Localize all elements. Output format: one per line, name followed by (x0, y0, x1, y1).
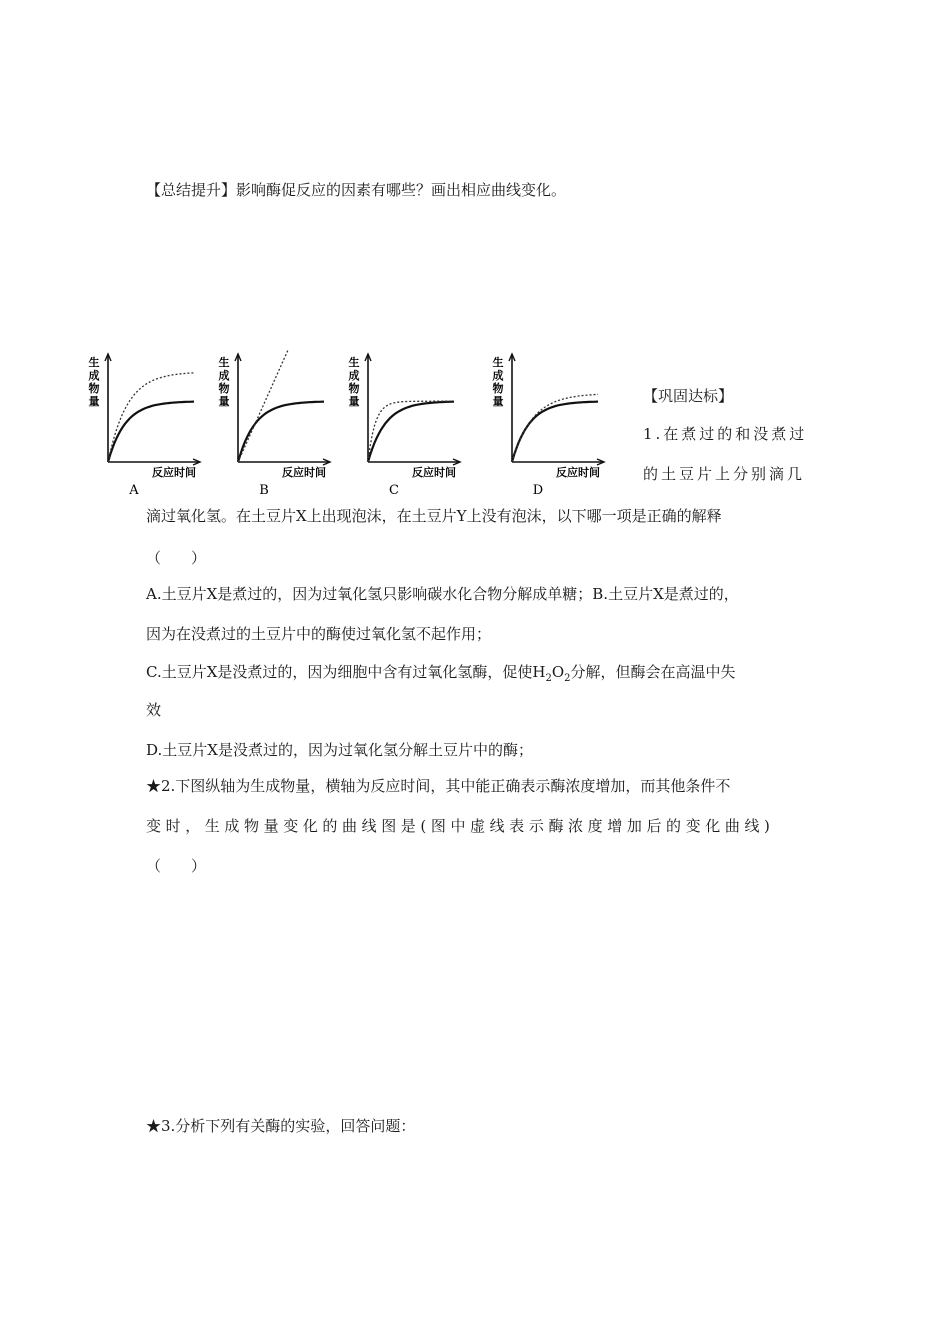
y-axis-label: 物 (492, 382, 504, 395)
q1-line-2: 的土豆片上分别滴几 (643, 465, 806, 483)
y-axis-label: 生 (218, 356, 230, 369)
y-axis-label: 生 (348, 356, 360, 369)
q1-line-1: 1.在煮过的和没煮过 (643, 425, 808, 443)
x-axis-label: 反应时间 (282, 466, 326, 479)
q2-line-2: 变时，生成物量变化的曲线图是(图中虚线表示酶浓度增加后的变化曲线) (146, 817, 775, 835)
y-axis-label: 生 (88, 356, 100, 369)
y-axis-label: 成 (88, 369, 100, 382)
y-axis-label: 量 (218, 395, 230, 408)
dashed-curve (108, 373, 194, 462)
solid-curve (512, 402, 598, 462)
consolidate-heading: 【巩固达标】 (643, 387, 734, 405)
y-axis-label: 量 (88, 395, 100, 408)
panel-label: B (259, 483, 269, 498)
q1-option-c-sub2: 2 (564, 673, 571, 684)
y-axis-label: 物 (218, 382, 230, 395)
summary-prompt (146, 180, 566, 200)
q1-option-b-cont: 因为在没煮过的土豆片中的酶使过氧化氢不起作用； (146, 625, 492, 643)
y-axis-label: 生 (492, 356, 504, 369)
q1-option-c (146, 662, 736, 689)
q2-line-1: ★2.下图纵轴为生成物量，横轴为反应时间，其中能正确表示酶浓度增加，而其他条件不 (146, 777, 731, 795)
panel-label: C (389, 483, 399, 498)
summary-text: 【总结提升】影响酶促反应的因素有哪些？画出相应曲线变化。 (146, 181, 567, 199)
q1-option-c-mid: O (551, 663, 565, 681)
x-axis-label: 反应时间 (412, 466, 456, 479)
y-axis-label: 成 (492, 369, 504, 382)
x-axis-label: 反应时间 (556, 466, 600, 479)
q1-option-c-post: 分解，但酶会在高温中失 (570, 663, 736, 681)
y-axis-label: 成 (218, 369, 230, 382)
q2-answer-paren: （ ） (146, 857, 207, 875)
q1-option-c-pre: C.土豆片X是没煮过的，因为细胞中含有过氧化氢酶，促使H (146, 663, 546, 681)
q1-answer-paren: （ ） (146, 549, 207, 567)
q1-option-c-cont: 效 (146, 701, 162, 719)
y-axis-label: 量 (348, 395, 360, 408)
q1-option-d: D.土豆片X是没煮过的，因为过氧化氢分解土豆片中的酶； (146, 741, 533, 759)
panel-label: A (129, 483, 139, 498)
figure-row (90, 344, 650, 504)
enzyme-curve-figures (90, 344, 650, 504)
x-axis-label: 反应时间 (152, 466, 196, 479)
y-axis-label: 量 (492, 395, 504, 408)
y-axis-label: 物 (348, 382, 360, 395)
y-axis-label: 物 (88, 382, 100, 395)
y-axis-label: 成 (348, 369, 360, 382)
q1-option-c-sub1: 2 (545, 673, 552, 684)
q1-line-3: 滴过氧化氢。在土豆片X上出现泡沫，在土豆片Y上没有泡沫，以下哪一项是正确的解释 (146, 507, 722, 525)
solid-curve (108, 402, 194, 462)
panel-label: D (532, 483, 544, 498)
q3-line-1: ★3.分析下列有关酶的实验，回答问题： (146, 1117, 416, 1135)
q1-option-a: A.土豆片X是煮过的，因为过氧化氢只影响碳水化合物分解成单糖；B.土豆片X是煮过的， (146, 585, 739, 603)
